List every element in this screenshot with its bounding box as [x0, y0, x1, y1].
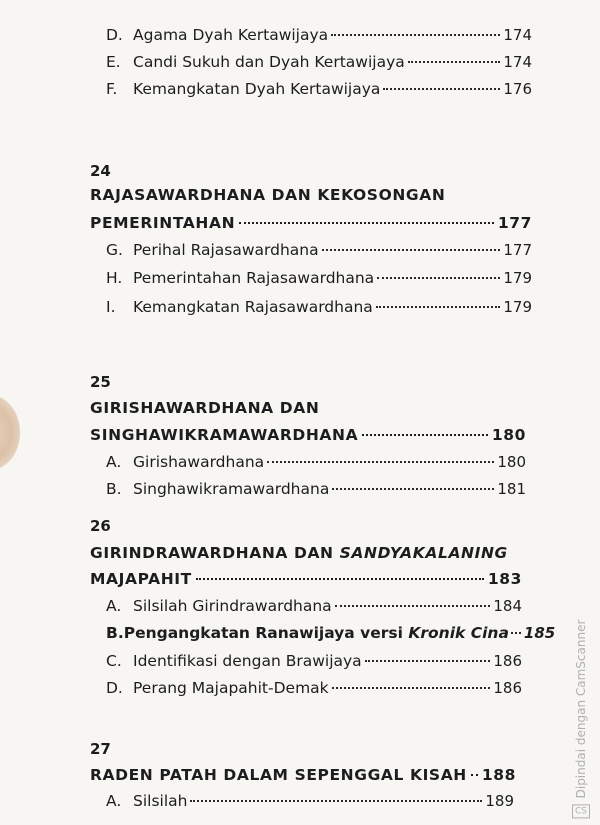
chapter-title-row[interactable] — [90, 426, 526, 444]
entry-page: 179 — [503, 298, 532, 316]
entry-page: 174 — [503, 26, 532, 44]
chapter-title-row[interactable] — [90, 570, 522, 588]
chapter-number: 25 — [90, 373, 111, 391]
leader-dots — [362, 434, 488, 436]
entry-letter: A. — [106, 453, 122, 471]
toc-entry[interactable] — [106, 26, 532, 44]
toc-entry[interactable] — [106, 624, 556, 642]
entry-letter: B. — [106, 480, 122, 498]
entry-page: 179 — [503, 269, 532, 287]
entry-letter: D. — [106, 679, 123, 697]
entry-title: Candi Sukuh dan Dyah Kertawijaya — [133, 53, 405, 71]
chapter-number: 27 — [90, 740, 111, 758]
leader-dots — [511, 632, 521, 634]
entry-page: 186 — [493, 679, 522, 697]
leader-dots — [190, 800, 482, 802]
entry-page: 180 — [497, 453, 526, 471]
toc-entry[interactable] — [106, 80, 532, 98]
entry-letter: B. — [106, 624, 124, 642]
toc-entry[interactable] — [106, 597, 522, 615]
entry-letter: C. — [106, 652, 122, 670]
scanner-watermark — [566, 620, 596, 820]
leader-dots — [383, 88, 500, 90]
leader-dots — [332, 488, 494, 490]
watermark-text: Dipindai dengan CamScanner — [574, 619, 588, 799]
entry-letter: E. — [106, 53, 121, 71]
chapter-title-row[interactable] — [90, 214, 532, 232]
chapter-number: 26 — [90, 517, 111, 535]
entry-page: 184 — [493, 597, 522, 615]
leader-dots — [267, 461, 494, 463]
chapter-page: 188 — [481, 766, 516, 784]
entry-page: 176 — [503, 80, 532, 98]
entry-title: Silsilah Girindrawardhana — [133, 597, 332, 615]
chapter-title-cont: MAJAPAHIT — [90, 570, 192, 588]
entry-title-italic: Kronik Cina — [408, 624, 509, 642]
toc-entry[interactable] — [106, 792, 514, 810]
leader-dots — [331, 34, 500, 36]
entry-title: Girishawardhana — [133, 453, 265, 471]
entry-page: 181 — [497, 480, 526, 498]
leader-dots — [377, 277, 500, 279]
entry-page: 186 — [493, 652, 522, 670]
finger-shadow — [0, 395, 20, 470]
chapter-page: 183 — [487, 570, 522, 588]
toc-entry[interactable] — [106, 269, 532, 287]
entry-title: Identifikasi dengan Brawijaya — [133, 652, 362, 670]
leader-dots — [471, 774, 478, 776]
chapter-title: RAJASAWARDHANA DAN KEKOSONGAN — [90, 186, 446, 204]
chapter-title-italic: SANDYAKALANING — [339, 544, 508, 562]
entry-letter: I. — [106, 298, 116, 316]
chapter-page: 180 — [491, 426, 526, 444]
entry-title: Singhawikramawardhana — [133, 480, 330, 498]
entry-title: Perang Majapahit-Demak — [133, 679, 329, 697]
leader-dots — [408, 61, 501, 63]
leader-dots — [196, 578, 484, 580]
entry-title: Perihal Rajasawardhana — [133, 241, 319, 259]
toc-entry[interactable] — [106, 652, 522, 670]
leader-dots — [332, 687, 491, 689]
entry-letter: A. — [106, 597, 122, 615]
entry-title: Kemangkatan Dyah Kertawijaya — [133, 80, 381, 98]
chapter-title-cont: PEMERINTAHAN — [90, 214, 236, 232]
entry-letter: G. — [106, 241, 123, 259]
entry-title: Agama Dyah Kertawijaya — [133, 26, 329, 44]
entry-letter: F. — [106, 80, 118, 98]
toc-entry[interactable] — [106, 453, 526, 471]
entry-letter: D. — [106, 26, 123, 44]
chapter-title: GIRISHAWARDHANA DAN — [90, 399, 320, 417]
entry-title: Pemerintahan Rajasawardhana — [133, 269, 375, 287]
leader-dots — [322, 249, 501, 251]
entry-title: Silsilah — [133, 792, 188, 810]
entry-letter: H. — [106, 269, 123, 287]
entry-title: Pengangkatan Ranawijaya versi — [123, 624, 403, 642]
chapter-number: 24 — [90, 162, 111, 180]
leader-dots — [376, 306, 501, 308]
chapter-title-row[interactable] — [90, 766, 516, 784]
entry-page: 189 — [485, 792, 514, 810]
toc-entry[interactable] — [106, 53, 532, 71]
entry-page: 177 — [503, 241, 532, 259]
toc-entry[interactable] — [106, 679, 522, 697]
leader-dots — [335, 605, 491, 607]
toc-entry[interactable] — [106, 241, 532, 259]
chapter-title — [90, 544, 508, 562]
entry-letter: A. — [106, 792, 122, 810]
leader-dots — [239, 222, 494, 224]
chapter-page: 177 — [497, 214, 532, 232]
entry-page: 185 — [523, 624, 556, 642]
toc-entry[interactable] — [106, 298, 532, 316]
chapter-title-cont: SINGHAWIKRAMAWARDHANA — [90, 426, 359, 444]
entry-page: 174 — [503, 53, 532, 71]
leader-dots — [365, 660, 491, 662]
entry-title: Kemangkatan Rajasawardhana — [133, 298, 373, 316]
toc-entry[interactable] — [106, 480, 526, 498]
chapter-title-part: GIRINDRAWARDHANA DAN — [90, 544, 334, 562]
camscanner-logo-icon: CS — [572, 804, 590, 818]
chapter-title: RADEN PATAH DALAM SEPENGGAL KISAH — [90, 766, 467, 784]
